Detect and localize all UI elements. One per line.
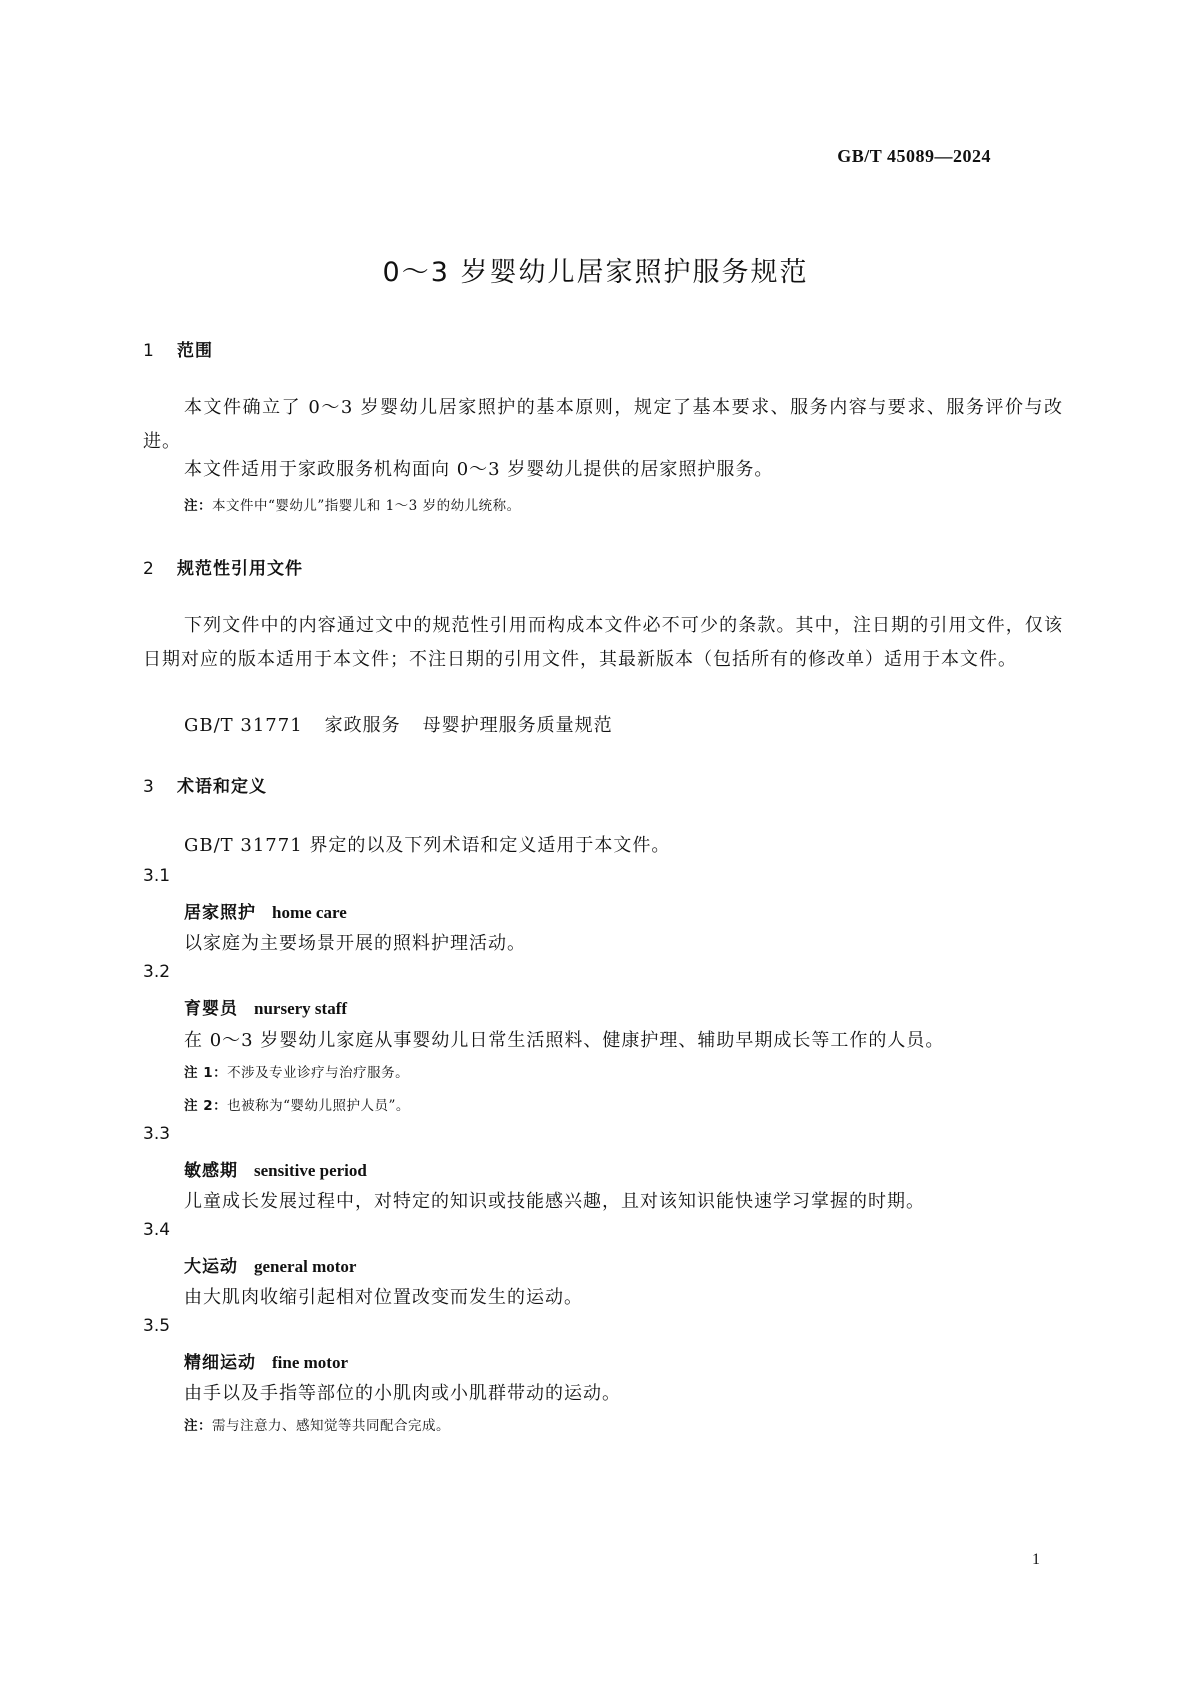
- section-title: 范围: [177, 341, 213, 361]
- note-label: 注：: [184, 1418, 212, 1434]
- term-definition: 由大肌肉收缩引起相对位置改变而发生的运动。: [184, 1287, 583, 1308]
- clause-number: 3.3: [143, 1124, 171, 1144]
- note-text: 本文件中“婴幼儿”指婴儿和 1～3 岁的幼儿统称。: [212, 498, 521, 514]
- note-label: 注：: [184, 498, 212, 514]
- section-number: 3: [143, 777, 155, 797]
- section-number: 2: [143, 559, 155, 579]
- term-definition: 由手以及手指等部位的小肌肉或小肌群带动的运动。: [184, 1383, 621, 1404]
- term-entry: [184, 994, 347, 1019]
- term-en: fine motor: [272, 1353, 349, 1372]
- note-text: 需与注意力、感知觉等共同配合完成。: [212, 1418, 450, 1434]
- clause-number: 3.5: [143, 1316, 171, 1336]
- term-note-1: [184, 1061, 409, 1081]
- term-entry: [184, 1156, 367, 1181]
- term-zh: 居家照护: [184, 903, 256, 923]
- term-zh: 育婴员: [184, 999, 238, 1019]
- section-1-paragraph-1: 本文件确立了 0～3 岁婴幼儿居家照护的基本原则，规定了基本要求、服务内容与要求、服务评价与改进。: [143, 397, 1063, 452]
- clause-number: 3.1: [143, 866, 171, 886]
- page-title: 0～3 岁婴幼儿居家照护服务规范: [382, 257, 809, 288]
- section-2-heading: [143, 554, 303, 579]
- section-3-intro: GB/T 31771 界定的以及下列术语和定义适用于本文件。: [184, 835, 671, 856]
- term-definition: 儿童成长发展过程中，对特定的知识或技能感兴趣，且对该知识能快速学习掌握的时期。: [184, 1191, 925, 1212]
- page-number: 1: [1032, 1551, 1040, 1568]
- term-entry: [184, 1252, 356, 1277]
- section-1-note: [184, 494, 521, 514]
- note-label: 注 2：: [184, 1098, 228, 1114]
- term-en: home care: [272, 903, 347, 922]
- term-note-2: [184, 1094, 410, 1114]
- term-en: sensitive period: [254, 1161, 367, 1180]
- reference-title-part-2: 母婴护理服务质量规范: [422, 715, 613, 736]
- normative-reference: [184, 711, 613, 737]
- term-zh: 大运动: [184, 1257, 238, 1277]
- term-definition: 在 0～3 岁婴幼儿家庭从事婴幼儿日常生活照料、健康护理、辅助早期成长等工作的人员。: [184, 1030, 945, 1051]
- section-3-heading: [143, 772, 267, 797]
- term-en: nursery staff: [254, 999, 348, 1018]
- note-text: 不涉及专业诊疗与治疗服务。: [227, 1065, 410, 1081]
- section-1-heading: [143, 336, 213, 361]
- term-entry: [184, 898, 347, 923]
- reference-title-part-1: 家政服务: [324, 715, 401, 736]
- section-title: 规范性引用文件: [177, 559, 303, 579]
- section-1-paragraph-2: 本文件适用于家政服务机构面向 0～3 岁婴幼儿提供的居家照护服务。: [184, 459, 774, 480]
- note-label: 注 1：: [184, 1065, 228, 1081]
- clause-number: 3.2: [143, 962, 171, 982]
- term-note: [184, 1414, 450, 1434]
- section-number: 1: [143, 341, 155, 361]
- note-text: 也被称为“婴幼儿照护人员”。: [227, 1098, 410, 1114]
- term-zh: 精细运动: [184, 1353, 256, 1373]
- document-code: GB/T 45089—2024: [837, 146, 991, 166]
- term-en: general motor: [254, 1257, 357, 1276]
- section-title: 术语和定义: [177, 777, 267, 797]
- term-entry: [184, 1348, 348, 1373]
- term-definition: 以家庭为主要场景开展的照料护理活动。: [184, 933, 526, 954]
- clause-number: 3.4: [143, 1220, 171, 1240]
- term-zh: 敏感期: [184, 1161, 238, 1181]
- reference-code: GB/T 31771: [184, 715, 303, 736]
- section-2-paragraph-1: 下列文件中的内容通过文中的规范性引用而构成本文件必不可少的条款。其中，注日期的引用文件，仅该日期对应的版本适用于本文件；不注日期的引用文件，其最新版本（包括所有的修改单）适用于本文件。: [143, 615, 1063, 670]
